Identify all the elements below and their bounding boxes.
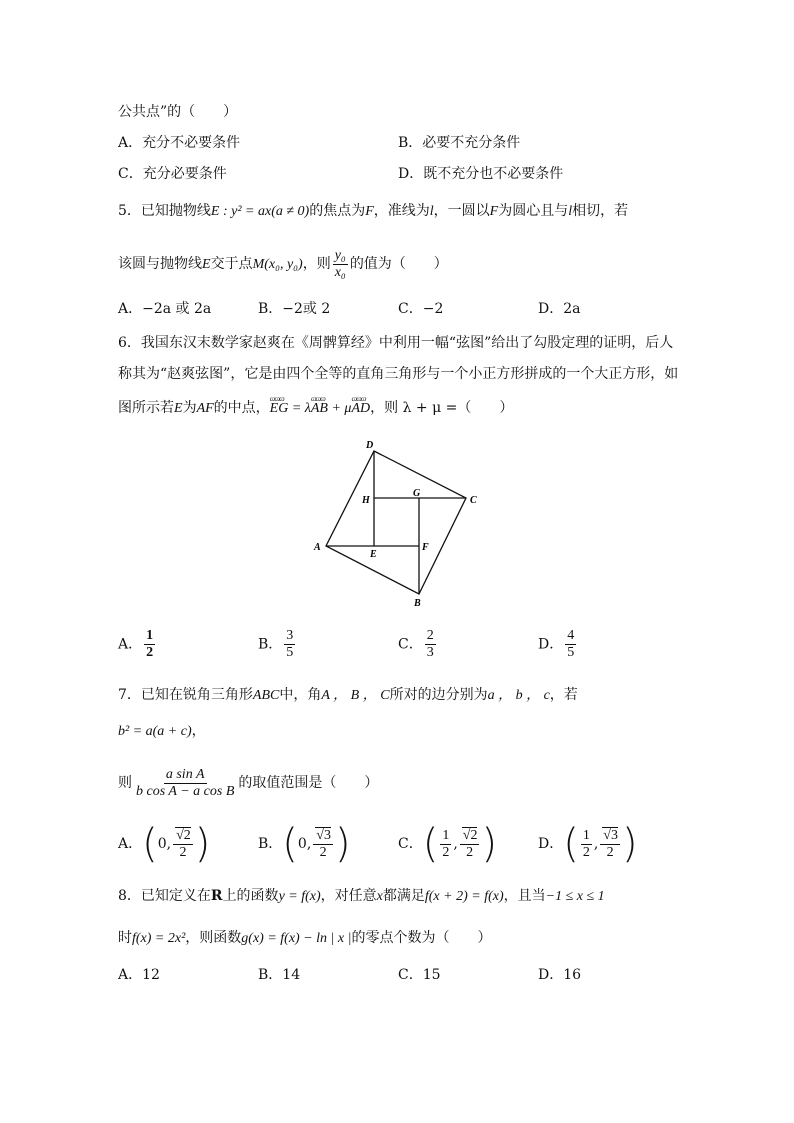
q4-option-a[interactable]: A．充分不必要条件 bbox=[118, 135, 241, 151]
q6-line-2: 称其为“赵爽弦图”，它是由四个全等的直角三角形与一个小正方形拼成的一个大正方形，如 bbox=[118, 366, 679, 382]
label-h: H bbox=[362, 495, 370, 506]
q5-option-b[interactable]: B．−2或 2 bbox=[258, 301, 331, 317]
q6-line-3: 图所示若E为AF的中点，ɷɷɷ EG = λɷɷɷ AB + μɷɷɷ AD，则 λ + μ =（ ） bbox=[118, 398, 513, 419]
q6-option-c[interactable]: C． $\frac{2}{3}$ bbox=[398, 628, 434, 660]
vector-ab: ɷɷɷ AB bbox=[311, 399, 328, 419]
q7-line-1: 7．已知在锐角三角形ABC中，角A ， B ， C所对的边分别为a ， b ， c，若 bbox=[118, 687, 578, 703]
vector-eg: ɷɷɷ EG bbox=[270, 399, 289, 419]
q8-line-2: 时f(x) = 2x²，则函数g(x) = f(x) − ln | x |的零点个数为（ ） bbox=[118, 930, 492, 946]
q6-option-d[interactable]: D． $\frac{4}{5}$ bbox=[538, 628, 575, 660]
q4-stem-tail: 公共点”的（ ） bbox=[118, 104, 238, 120]
q7-line-3: 则 $\frac{\text{a sin A}}{\text{b cos A − a cos B}}$ 的取值范围是（ ） bbox=[118, 766, 379, 799]
q4-option-c[interactable]: C．充分必要条件 bbox=[118, 166, 227, 182]
q7-option-b[interactable]: B．(0, $\frac{√3}{2}$ ) bbox=[258, 821, 351, 867]
q5-option-d[interactable]: D．2a bbox=[538, 301, 581, 317]
q7-option-d[interactable]: D．( $\frac{1}{2}$ , $\frac{√3}{2}$ ) bbox=[538, 821, 638, 867]
vector-ad: ɷɷɷ AD bbox=[351, 399, 370, 419]
label-b: B bbox=[414, 598, 421, 609]
zhao-shuang-figure bbox=[308, 436, 498, 610]
label-e: E bbox=[370, 549, 377, 560]
q8-option-d[interactable]: D．16 bbox=[538, 967, 582, 983]
q5-curve: E : y² = ax(a ≠ 0) bbox=[210, 204, 310, 219]
q7-option-a[interactable]: A．(0, $\frac{√2}{2}$ ) bbox=[118, 821, 211, 867]
outer-square bbox=[326, 451, 466, 594]
q4-option-d[interactable]: D．既不充分也不必要条件 bbox=[398, 166, 564, 182]
label-g: G bbox=[413, 488, 421, 499]
label-a: A bbox=[314, 542, 321, 553]
q7-line-2: b² = a(a + c)， bbox=[118, 723, 206, 739]
q6-option-a[interactable]: A． $\frac{1}{2}$ bbox=[118, 628, 154, 660]
q5-fraction: $\frac{\text{y₀}}{\text{x₀}}$ bbox=[334, 247, 346, 280]
q5-point: M(x₀, y₀) bbox=[252, 257, 303, 272]
q6-line-1: 6．我国东汉末数学家赵爽在《周髀算经》中利用一幅“弦图”给出了勾股定理的证明，后人 bbox=[118, 335, 674, 351]
q6-option-b[interactable]: B． $\frac{3}{5}$ bbox=[258, 628, 294, 660]
q8-line-1: 8．已知定义在R上的函数y = f(x)，对任意x都满足f(x + 2) = f(x)，且当−1 ≤ x ≤ 1 bbox=[118, 888, 605, 904]
q5-line-2: 该圆与抛物线E交于点M(x₀, y₀)，则 $\frac{\text{y₀}}{\text{x₀}}$ 的值为（ ） bbox=[118, 247, 448, 280]
q8-option-a[interactable]: A．12 bbox=[118, 967, 160, 983]
q7-condition: b² = a(a + c) bbox=[118, 724, 192, 739]
q8-option-c[interactable]: C．15 bbox=[398, 967, 441, 983]
q8-option-b[interactable]: B．14 bbox=[258, 967, 301, 983]
label-f: F bbox=[422, 542, 429, 553]
q7-option-c[interactable]: C．( $\frac{1}{2}$ , $\frac{√2}{2}$ ) bbox=[398, 821, 498, 867]
q5-option-a[interactable]: A．−2a 或 2a bbox=[118, 301, 212, 317]
q7-fraction: $\frac{\text{a sin A}}{\text{b cos A − a cos B}}$ bbox=[136, 766, 235, 799]
q4-option-b[interactable]: B．必要不充分条件 bbox=[398, 135, 521, 151]
label-c: C bbox=[470, 495, 477, 506]
label-d: D bbox=[366, 440, 374, 451]
q5-option-c[interactable]: C．−2 bbox=[398, 301, 444, 317]
q5-line-1: 5．已知抛物线E : y² = ax(a ≠ 0)的焦点为F，准线为l，一圆以F为圆心且与l相切，若 bbox=[118, 203, 629, 219]
